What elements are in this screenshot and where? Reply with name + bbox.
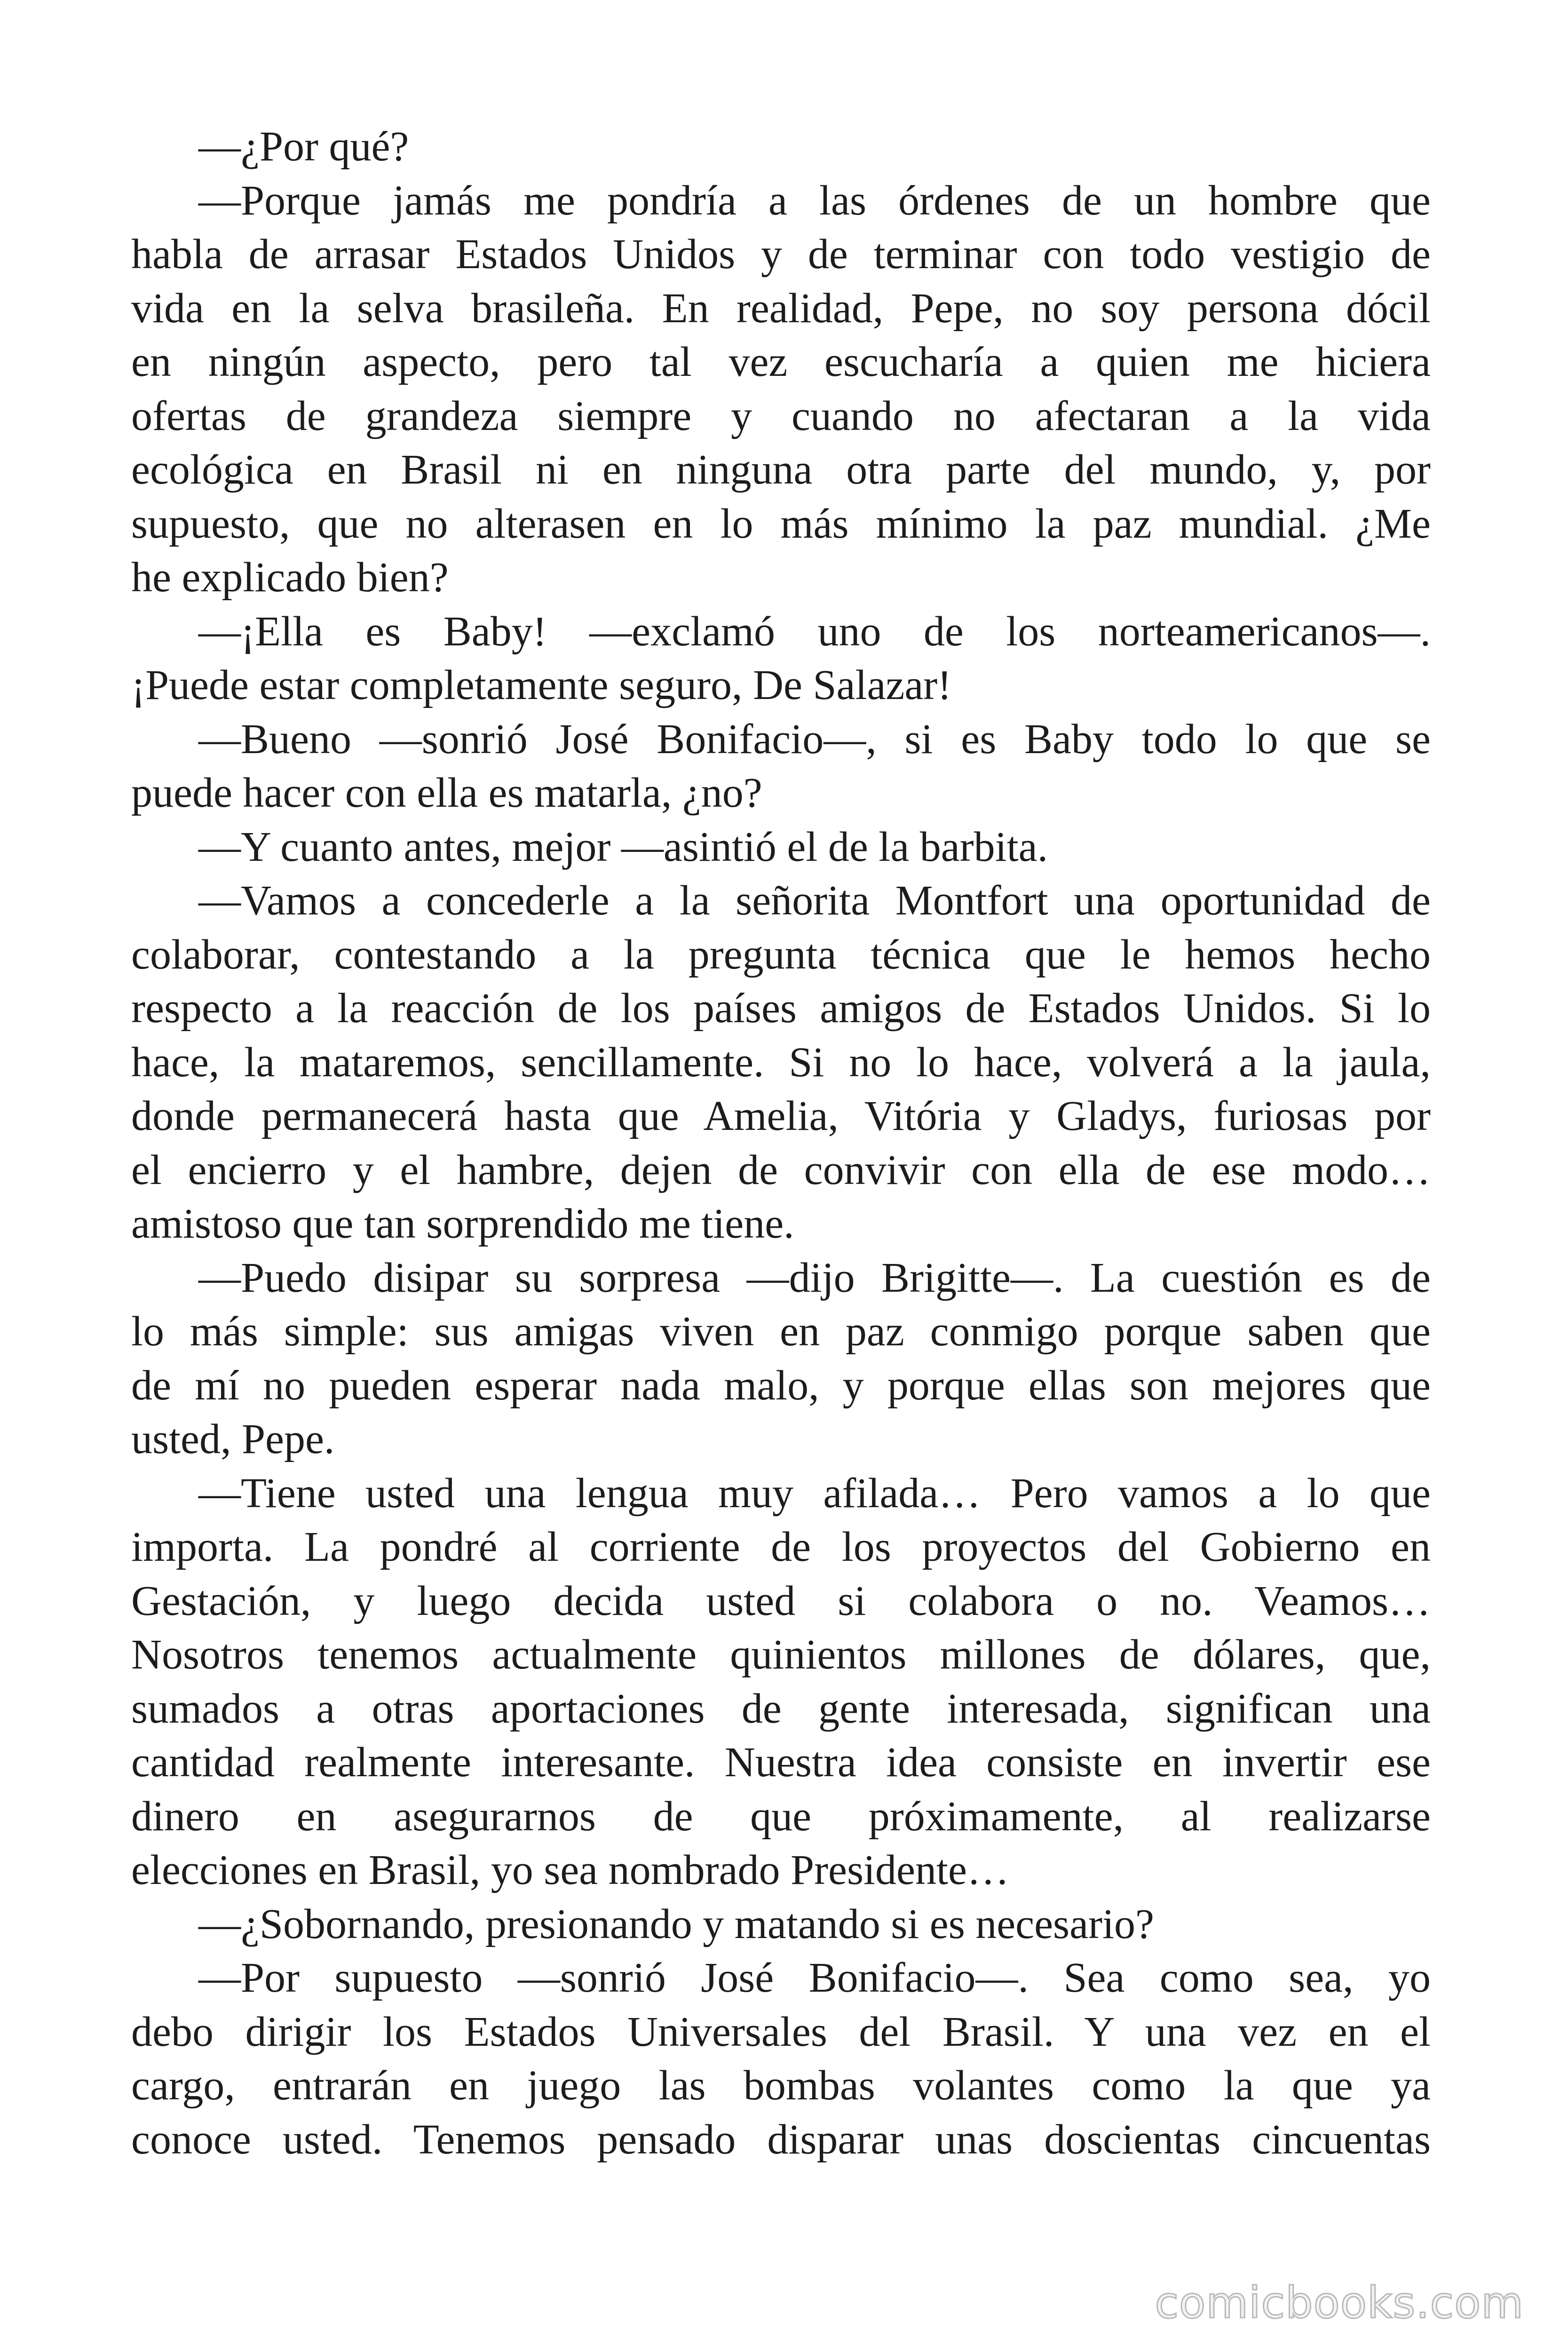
text-line: —Porque jamás me pondría a las órdenes de un hombre que bbox=[198, 177, 1431, 224]
paragraph bbox=[131, 120, 1431, 174]
paragraph bbox=[131, 1898, 1431, 1952]
text-line: cargo, entrarán en juego las bombas volantes como la que ya bbox=[131, 2062, 1431, 2109]
text-line: ecológica en Brasil ni en ninguna otra parte del mundo, y, por bbox=[131, 446, 1431, 493]
text-line: —¡Ella es Baby! —exclamó uno de los norteamericanos—. bbox=[198, 608, 1431, 655]
text-line: —¿Por qué? bbox=[198, 123, 409, 170]
text-line: —Y cuanto antes, mejor —asintió el de la barbita. bbox=[198, 823, 1048, 870]
watermark-logo: comicbooks.com bbox=[1155, 2278, 1524, 2328]
paragraph bbox=[131, 1951, 1431, 2167]
text-line: colaborar, contestando a la pregunta técnica que le hemos hecho bbox=[131, 931, 1431, 978]
text-line: Gestación, y luego decida usted si colabora o no. Veamos… bbox=[131, 1577, 1431, 1624]
paragraph bbox=[131, 1251, 1431, 1467]
text-line: —Por supuesto —sonrió José Bonifacio—. Sea como sea, yo bbox=[198, 1955, 1431, 2001]
paragraph bbox=[131, 820, 1431, 874]
text-line: usted, Pepe. bbox=[131, 1416, 335, 1462]
text-line: ¡Puede estar completamente seguro, De Salazar! bbox=[131, 662, 952, 708]
page-text-body bbox=[131, 120, 1431, 2167]
text-line: —Bueno —sonrió José Bonifacio—, si es Baby todo lo que se bbox=[198, 715, 1431, 763]
paragraph bbox=[131, 874, 1431, 1251]
text-line: habla de arrasar Estados Unidos y de terminar con todo vestigio de bbox=[131, 231, 1431, 278]
text-line: he explicado bien? bbox=[131, 554, 449, 601]
text-line: ofertas de grandeza siempre y cuando no afectaran a la vida bbox=[131, 392, 1431, 439]
text-line: puede hacer con ella es matarla, ¿no? bbox=[131, 770, 762, 816]
text-line: vida en la selva brasileña. En realidad, Pepe, no soy persona dócil bbox=[131, 285, 1431, 332]
paragraph bbox=[131, 713, 1431, 820]
text-line: conoce usted. Tenemos pensado disparar unas doscientas cincuentas bbox=[131, 2116, 1431, 2163]
text-line: donde permanecerá hasta que Amelia, Vitória y Gladys, furiosas por bbox=[131, 1093, 1431, 1139]
text-line: en ningún aspecto, pero tal vez escucharía a quien me hiciera bbox=[131, 339, 1431, 385]
text-line: hace, la mataremos, sencillamente. Si no lo hace, volverá a la jaula, bbox=[131, 1039, 1431, 1086]
text-line: sumados a otras aportaciones de gente interesada, significan una bbox=[131, 1685, 1431, 1732]
text-line: Nosotros tenemos actualmente quinientos millones de dólares, que, bbox=[131, 1631, 1431, 1678]
text-line: amistoso que tan sorprendido me tiene. bbox=[131, 1200, 794, 1247]
paragraph bbox=[131, 1467, 1431, 1898]
text-line: —Puedo disipar su sorpresa —dijo Brigitte—. La cuestión es de bbox=[198, 1254, 1431, 1301]
text-line: el encierro y el hambre, dejen de convivir con ella de ese modo… bbox=[131, 1146, 1431, 1193]
paragraph bbox=[131, 605, 1431, 713]
text-line: —¿Sobornando, presionando y matando si es necesario? bbox=[198, 1900, 1154, 1947]
paragraph bbox=[131, 174, 1431, 605]
text-line: —Tiene usted una lengua muy afilada… Pero vamos a lo que bbox=[198, 1470, 1431, 1517]
text-line: respecto a la reacción de los países amigos de Estados Unidos. Si lo bbox=[131, 985, 1431, 1032]
text-line: supuesto, que no alterasen en lo más mínimo la paz mundial. ¿Me bbox=[131, 500, 1431, 547]
text-line: elecciones en Brasil, yo sea nombrado Presidente… bbox=[131, 1847, 1009, 1893]
text-line: debo dirigir los Estados Universales del Brasil. Y una vez en el bbox=[131, 2008, 1431, 2055]
text-line: importa. La pondré al corriente de los proyectos del Gobierno en bbox=[131, 1524, 1431, 1570]
text-line: de mí no pueden esperar nada malo, y porque ellas son mejores que bbox=[131, 1362, 1431, 1409]
text-line: dinero en asegurarnos de que próximamente, al realizarse bbox=[131, 1793, 1431, 1840]
text-line: lo más simple: sus amigas viven en paz conmigo porque saben que bbox=[131, 1308, 1431, 1355]
text-line: cantidad realmente interesante. Nuestra idea consiste en invertir ese bbox=[131, 1739, 1431, 1786]
text-line: —Vamos a concederle a la señorita Montfort una oportunidad de bbox=[198, 877, 1431, 924]
